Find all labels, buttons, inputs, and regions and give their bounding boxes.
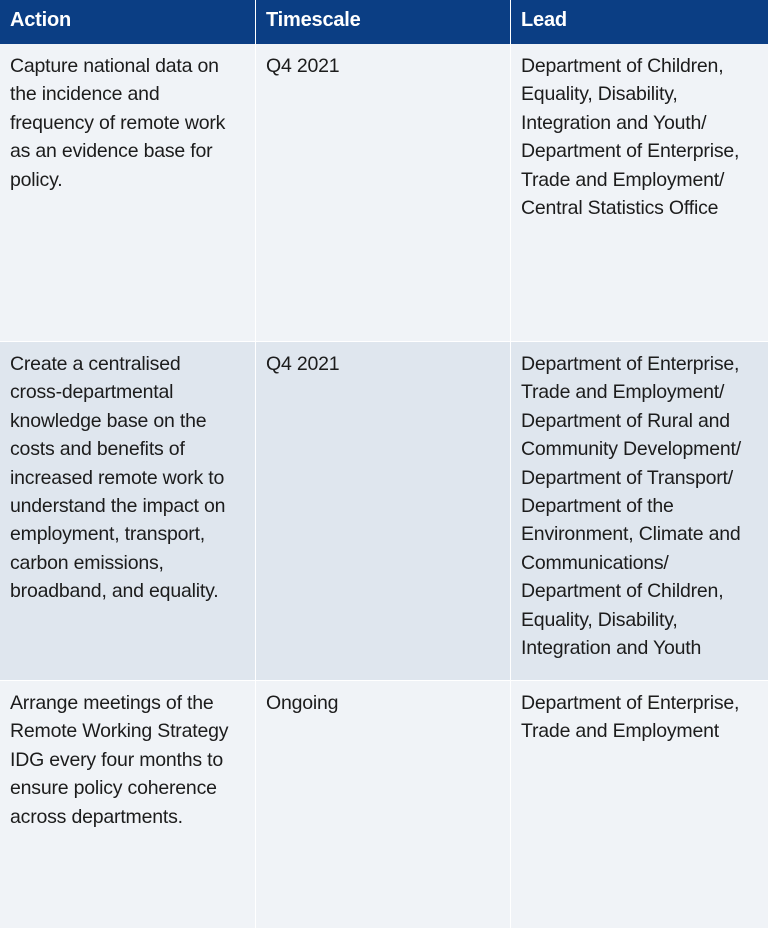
row-1-timescale: Q4 2021 <box>256 44 511 342</box>
header-timescale: Timescale <box>256 0 511 44</box>
row-1-lead: Department of Children, Equality, Disability, Integration and Youth/ Department of Enterprise, Trade and Employment/ Central Statistics Office <box>511 44 768 342</box>
row-1-action: Capture national data on the incidence and frequency of remote work as an evidence base for policy. <box>0 44 256 342</box>
row-3-timescale: Ongoing <box>256 681 511 928</box>
header-lead: Lead <box>511 0 768 44</box>
row-2-action: Create a centralised cross-departmental knowledge base on the costs and benefits of increased remote work to understand the impact on employment, transport, carbon emissions, broadband, and equality. <box>0 342 256 681</box>
row-3-lead: Department of Enterprise, Trade and Employment <box>511 681 768 928</box>
row-3-action: Arrange meetings of the Remote Working Strategy IDG every four months to ensure policy coherence across departments. <box>0 681 256 928</box>
row-2-lead: Department of Enterprise, Trade and Employment/ Department of Rural and Community Development/ Department of Transport/ Department of the Environment, Climate and Communications/ Department of Children, Equality, Disability, Integration and Youth <box>511 342 768 681</box>
header-action: Action <box>0 0 256 44</box>
row-2-timescale: Q4 2021 <box>256 342 511 681</box>
